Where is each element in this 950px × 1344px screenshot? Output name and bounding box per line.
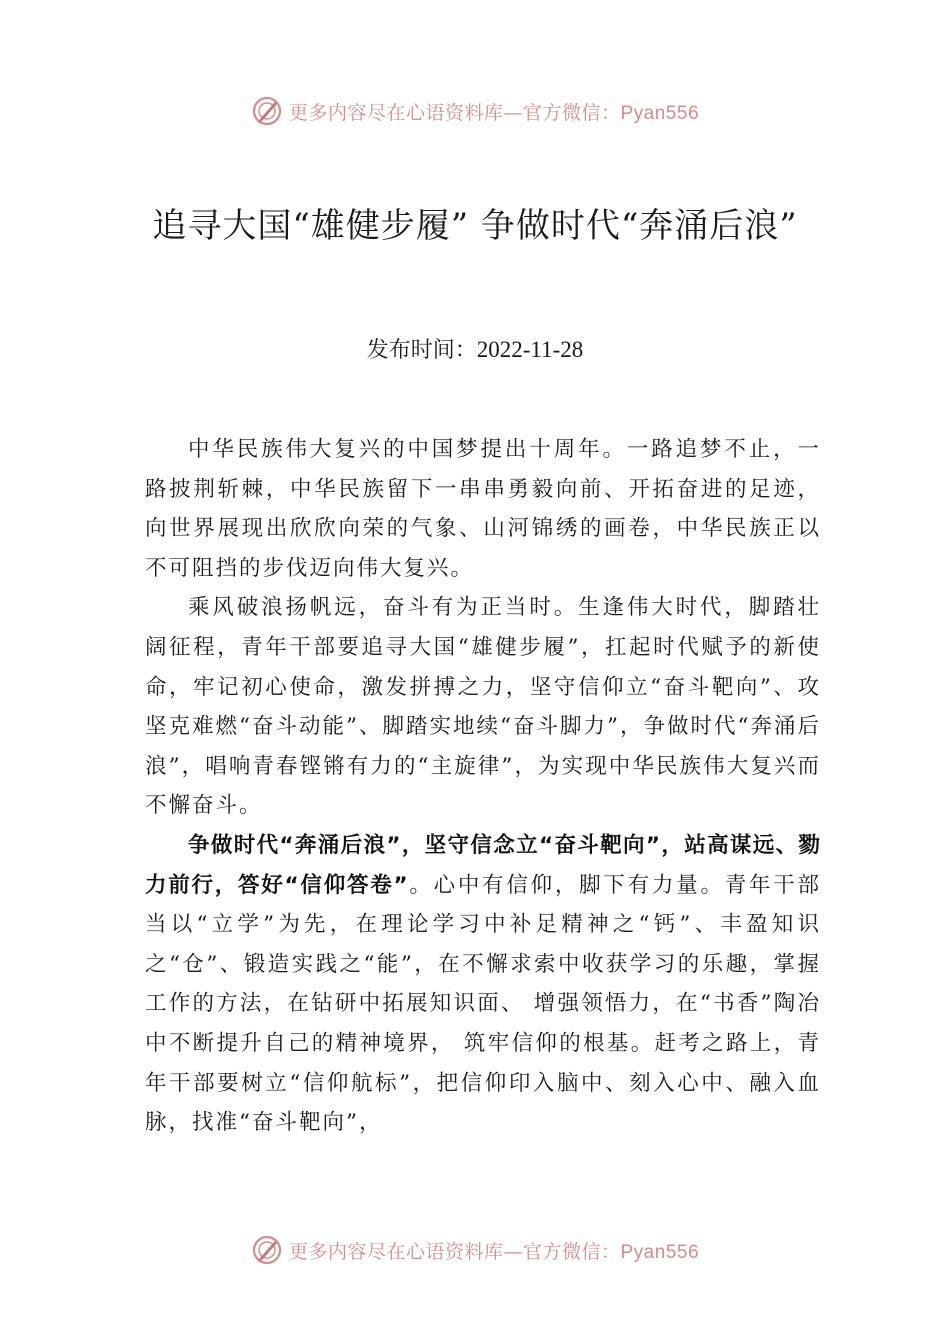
publish-date bbox=[0, 335, 950, 366]
paragraph bbox=[145, 588, 821, 826]
header-watermark bbox=[0, 95, 950, 127]
pen-circle-icon bbox=[251, 95, 283, 127]
paragraph-text: 。心中有信仰，脚下有力量。青年干部当以“立学”为先，在理论学习中补足精神之“钙”、丰盈知识之“仓”、锻造实践之“能”，在不懈求索中收获学习的乐趣，掌握工作的方法，在钻研中拓展知识面、 增强领悟力，在“书香”陶冶中不断提升自己的精神境界， 筑牢信仰的根基。赶考之路上，青年干部要树立“信仰航标”，把信仰印入脑中、刻入心中、融入血脉，找准“奋斗靶向”， bbox=[145, 872, 821, 1136]
paragraph-text: 乘风破浪扬帆远，奋斗有为正当时。生逢伟大时代，脚踏壮阔征程，青年干部要追寻大国“雄健步履”，扛起时代赋予的新使命，牢记初心使命，激发拼搏之力，坚守信仰立“奋斗靶向”、攻坚克难燃“奋斗动能”、脚踏实地续“奋斗脚力”，争做时代“奔涌后浪”，唱响青春铿锵有力的“主旋律”，为实现中华民族伟大复兴而不懈奋斗。 bbox=[145, 595, 821, 819]
pen-circle-icon bbox=[251, 1234, 283, 1266]
publish-date-value: 2022-11-28 bbox=[476, 337, 584, 362]
publish-date-label: 发布时间： bbox=[366, 338, 477, 363]
paragraph bbox=[145, 430, 821, 588]
page-title: 追寻大国“雄健步履” 争做时代“奔涌后浪” bbox=[152, 206, 798, 246]
watermark-text: 更多内容尽在心语资料库—官方微信：Pyan556 bbox=[288, 1240, 700, 1263]
watermark-text: 更多内容尽在心语资料库—官方微信：Pyan556 bbox=[288, 101, 700, 124]
paragraph bbox=[145, 826, 821, 1143]
paragraph-bold-lead: 争做时代“奔涌后浪”，坚守信念立“奋斗靶向”，站高谋远、勠力前行，答好“信仰答卷” bbox=[145, 832, 821, 898]
article-body bbox=[145, 430, 821, 1143]
footer-watermark bbox=[0, 1234, 950, 1266]
paragraph-text: 中华民族伟大复兴的中国梦提出十周年。一路追梦不止，一路披荆斩棘，中华民族留下一串串勇毅向前、开拓奋进的足迹，向世界展现出欣欣向荣的气象、山河锦绣的画卷，中华民族正以不可阻挡的步伐迈向伟大复兴。 bbox=[145, 437, 821, 581]
